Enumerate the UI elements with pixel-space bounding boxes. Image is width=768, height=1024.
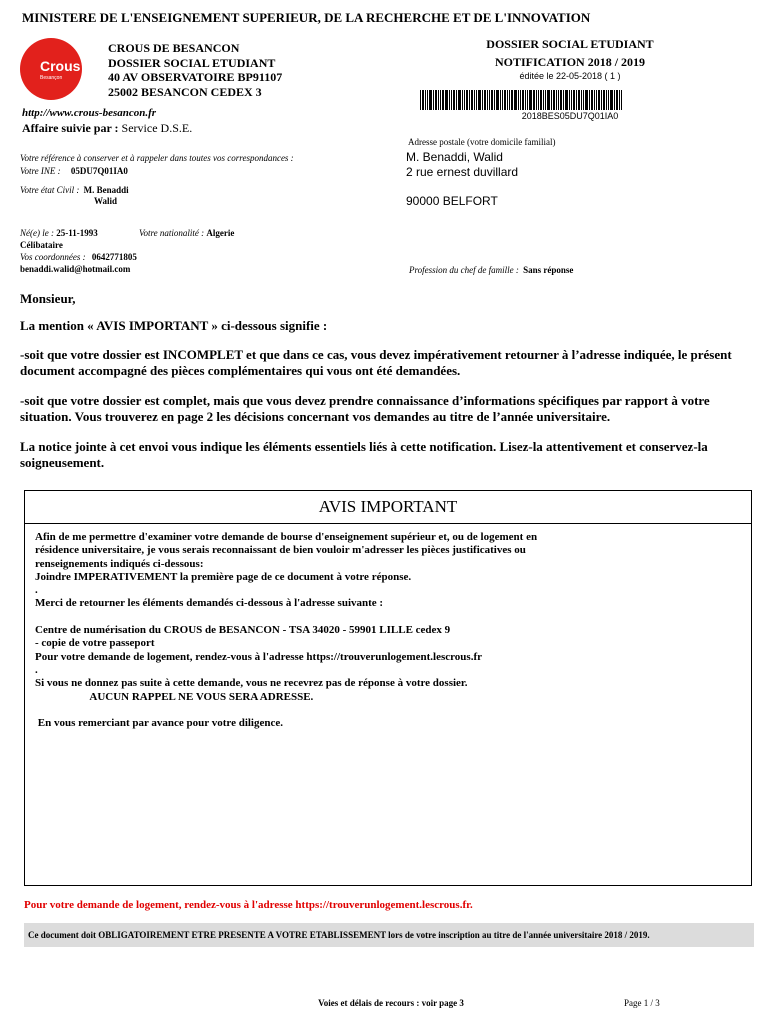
barcode-bar xyxy=(545,90,546,110)
address-line1: M. Benaddi, Walid xyxy=(406,150,503,164)
nationality-row xyxy=(139,228,234,238)
barcode-bar xyxy=(514,90,517,110)
barcode-bar xyxy=(536,90,537,110)
barcode-bar xyxy=(489,90,490,110)
notice-line: . xyxy=(35,663,38,676)
barcode-bar xyxy=(603,90,605,110)
barcode-bar xyxy=(453,90,455,110)
barcode-bar xyxy=(558,90,559,110)
ministry-title: MINISTERE DE L'ENSEIGNEMENT SUPERIEUR, DE LA RECHERCHE ET DE L'INNOVATION xyxy=(22,10,591,25)
barcode-bar xyxy=(533,90,535,110)
profession-row xyxy=(409,265,573,275)
barcode-bar xyxy=(583,90,584,110)
salutation: Monsieur, xyxy=(20,291,76,306)
barcode-bar xyxy=(500,90,501,110)
barcode-bar xyxy=(529,90,532,110)
barcode-bar xyxy=(484,90,486,110)
barcode-bar xyxy=(449,90,450,110)
name-line1: M. Benaddi xyxy=(83,185,129,195)
address-line3: 90000 BELFORT xyxy=(406,194,498,208)
paragraph-2: -soit que votre dossier est INCOMPLET et que dans ce cas, vous devez impérativement retourner à l’adresse indiquée, le présent document accompagné des pièces complémentaires qui vous ont été demandées. xyxy=(20,347,732,378)
page-number: Page 1 / 3 xyxy=(624,998,660,1008)
barcode-bar xyxy=(502,90,503,110)
barcode-bar xyxy=(422,90,424,110)
barcode-bar xyxy=(462,90,463,110)
barcode-bar xyxy=(429,90,432,110)
born-label: Né(e) le : xyxy=(20,228,54,238)
barcode-bar xyxy=(494,90,495,110)
reference-note: Votre référence à conserver et à rappeler dans toutes vos correspondances : xyxy=(20,153,294,163)
paragraph-4: La notice jointe à cet envoi vous indique les éléments essentiels liés à cette notification. Lisez-la attentivement et conservez-la soigneusement. xyxy=(20,439,708,470)
barcode-bar xyxy=(598,90,600,110)
organization-address xyxy=(108,41,282,99)
barcode-bar xyxy=(440,90,441,110)
profession-value: Sans réponse xyxy=(523,265,574,275)
barcode-bar xyxy=(538,90,539,110)
barcode-bar xyxy=(619,90,620,110)
barcode-bar xyxy=(427,90,428,110)
notice-line: . xyxy=(35,584,38,597)
ine-row xyxy=(20,166,128,176)
ine-value: 05DU7Q01IA0 xyxy=(70,166,128,176)
notice-line: AUCUN RAPPEL NE VOUS SERA ADRESSE. xyxy=(35,690,314,703)
affaire-suivie xyxy=(22,121,192,136)
barcode-bar xyxy=(571,90,572,110)
barcode-bar xyxy=(482,90,483,110)
barcode-text: 2018BES05DU7Q01IA0 xyxy=(521,111,619,121)
barcode-bar xyxy=(522,90,524,110)
barcode-bar xyxy=(435,90,437,110)
address-label: Adresse postale (votre domicile familial) xyxy=(408,137,556,147)
barcode-bar xyxy=(433,90,434,110)
barcode-bar xyxy=(589,90,590,110)
barcode-bar xyxy=(616,90,618,110)
logo-subtext: Besançon xyxy=(40,75,63,81)
barcode-bar xyxy=(551,90,552,110)
barcode-bar xyxy=(476,90,477,110)
barcode-bar xyxy=(560,90,562,110)
barcode-bar xyxy=(471,90,473,110)
barcode-bar xyxy=(464,90,465,110)
barcode-bar xyxy=(601,90,602,110)
barcode-bar xyxy=(504,90,506,110)
nationality-value: Algerie xyxy=(206,228,235,238)
barcode-bar xyxy=(578,90,580,110)
notice-line: Pour votre demande de logement, rendez-vous à l'adresse https://trouverunlogement.lescrous.fr xyxy=(35,650,482,663)
barcode xyxy=(420,90,720,110)
notice-line: En vous remerciant par avance pour votre diligence. xyxy=(35,717,283,730)
barcode-bar xyxy=(491,90,493,110)
barcode-bar xyxy=(569,90,570,110)
born-value: 25-11-1993 xyxy=(56,228,98,238)
address-line2: 2 rue ernest duvillard xyxy=(406,165,519,179)
barcode-bar xyxy=(556,90,557,110)
barcode-bar xyxy=(543,90,544,110)
barcode-bar xyxy=(606,90,607,110)
notification-year: NOTIFICATION 2018 / 2019 xyxy=(494,55,646,69)
notice-line: Afin de me permettre d'examiner votre demande de bourse d'enseignement supérieur et, ou de logement en xyxy=(35,531,538,543)
etat-civil-label: Votre état Civil : xyxy=(20,185,80,195)
barcode-bar xyxy=(478,90,481,110)
nationality-label: Votre nationalité : xyxy=(139,228,205,238)
dossier-title: DOSSIER SOCIAL ETUDIANT xyxy=(486,37,654,51)
barcode-bar xyxy=(527,90,528,110)
org-line: 25002 BESANCON CEDEX 3 xyxy=(108,84,262,99)
barcode-bar xyxy=(466,90,468,110)
affaire-value: Service D.S.E. xyxy=(121,121,193,135)
barcode-bar xyxy=(425,90,426,110)
barcode-bar xyxy=(445,90,448,110)
org-line: CROUS DE BESANCON xyxy=(108,41,240,55)
name-line2: Walid xyxy=(94,196,118,206)
barcode-bar xyxy=(511,90,513,110)
barcode-bar xyxy=(496,90,499,110)
barcode-bar xyxy=(547,90,550,110)
barcode-bar xyxy=(525,90,526,110)
notice-line xyxy=(35,611,735,624)
notice-line: Si vous ne donnez pas suite à cette demande, vous ne recevrez pas de réponse à votre dossier. xyxy=(35,677,468,690)
barcode-bar xyxy=(563,90,564,110)
org-line: 40 AV OBSERVATOIRE BP91107 xyxy=(108,70,283,84)
birth-row xyxy=(20,228,98,238)
barcode-bar xyxy=(520,90,521,110)
notice-line: - copie de votre passeport xyxy=(35,637,155,650)
barcode-bar xyxy=(469,90,470,110)
website-link[interactable]: http://www.crous-besancon.fr xyxy=(22,107,157,119)
barcode-bar xyxy=(581,90,582,110)
barcode-bar xyxy=(610,90,613,110)
marital-status: Célibataire xyxy=(20,240,63,250)
affaire-label: Affaire suivie par : xyxy=(22,121,119,135)
barcode-bar xyxy=(458,90,461,110)
barcode-bar xyxy=(487,90,488,110)
profession-label: Profession du chef de famille : xyxy=(409,265,519,275)
barcode-bar xyxy=(576,90,577,110)
phone-value: 0642771805 xyxy=(91,252,137,262)
barcode-bar xyxy=(565,90,568,110)
barcode-bar xyxy=(518,90,519,110)
barcode-bar xyxy=(573,90,575,110)
contact-row xyxy=(20,252,137,262)
crous-logo xyxy=(20,38,82,100)
paragraph-3: -soit que votre dossier est complet, mais que vous devez prendre connaissance d’informations spécifiques par rapport à votre situation. Vous trouverez en page 2 les décisions concernant vos demandes au titre de l’année universitaire. xyxy=(20,393,710,424)
housing-red-note: Pour votre demande de logement, rendez-vous à l'adresse https://trouverunlogement.lescrous.fr. xyxy=(24,899,473,911)
ine-label: Votre INE : xyxy=(20,166,61,176)
barcode-bar xyxy=(456,90,457,110)
notice-line: Joindre IMPERATIVEMENT la première page de ce document à votre réponse. xyxy=(35,570,412,583)
barcode-bar xyxy=(621,90,622,110)
barcode-bar xyxy=(540,90,542,110)
barcode-bar xyxy=(442,90,444,110)
notice-line: résidence universitaire, je vous serais reconnaissant de bien vouloir m'adresser les pièces justificatives ou xyxy=(35,544,526,557)
establishment-note: Ce document doit OBLIGATOIREMENT ETRE PRESENTE A VOTRE ETABLISSEMENT lors de votre inscription au titre de l'année universitaire 2018 / 2019. xyxy=(24,923,754,947)
contact-label: Vos coordonnées : xyxy=(20,252,86,262)
paragraph-1: La mention « AVIS IMPORTANT » ci-dessous signifie : xyxy=(20,318,328,333)
barcode-bar xyxy=(608,90,609,110)
barcode-bar xyxy=(614,90,615,110)
logo-text: Crous xyxy=(40,58,81,74)
barcode-bar xyxy=(509,90,510,110)
avis-important-body xyxy=(35,531,735,730)
barcode-bar xyxy=(594,90,595,110)
barcode-bar xyxy=(420,90,421,110)
notice-line: renseignements indiqués ci-dessous: xyxy=(35,557,204,570)
barcode-bar xyxy=(591,90,593,110)
avis-important-title: AVIS IMPORTANT xyxy=(25,491,751,524)
barcode-bar xyxy=(507,90,508,110)
org-line: DOSSIER SOCIAL ETUDIANT xyxy=(108,55,276,70)
notice-line: Centre de numérisation du CROUS de BESANCON - TSA 34020 - 59901 LILLE cedex 9 xyxy=(35,624,451,637)
avis-important-box xyxy=(24,490,752,886)
barcode-bar xyxy=(438,90,439,110)
barcode-bar xyxy=(585,90,588,110)
recours-note: Voies et délais de recours : voir page 3 xyxy=(318,998,464,1008)
barcode-bar xyxy=(451,90,452,110)
notice-line: Merci de retourner les éléments demandés ci-dessous à l'adresse suivante : xyxy=(35,597,384,610)
barcode-bar xyxy=(474,90,475,110)
barcode-bar xyxy=(553,90,555,110)
etat-civil-row xyxy=(20,185,129,195)
barcode-bar xyxy=(596,90,597,110)
notice-line xyxy=(35,704,735,717)
edition-date: éditée le 22-05-2018 ( 1 ) xyxy=(519,71,621,81)
email-value: benaddi.walid@hotmail.com xyxy=(20,264,131,274)
